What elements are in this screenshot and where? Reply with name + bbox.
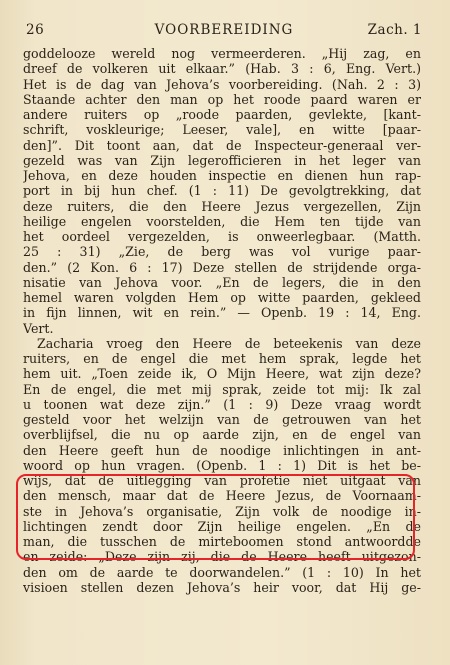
highlight-box [16,474,415,560]
running-title: VOORBEREIDING [154,22,294,38]
text-line: Staande achter den man op het roode paard waren er [23,91,421,107]
text-line: nisatie van Jehova voor. „En de legers, die in den [23,274,421,290]
text-line: En de engel, die met mij sprak, zeide tot mij: Ik zal [23,381,421,397]
text-line: port in bij hun chef. (1 : 11) De gevolgtrekking, dat [23,183,421,199]
running-header [26,22,422,42]
text-line: Vert. [23,320,54,336]
text-line: visioen stellen dezen Jehova’s heir voor, dat Hij ge- [23,579,421,595]
text-line: hem uit. „Toen zeide ik, O Mijn Heere, wat zijn deze? [23,366,421,382]
text-line: den]”. Dit toont aan, dat de Inspecteur-generaal ver- [23,137,421,153]
text-line: ruiters, en de engel die met hem sprak, legde het [23,351,421,366]
text-line: heilige engelen voorstelden, die Hem ten tijde van [23,213,421,229]
text-line: andere ruiters op „roode paarden, gevlekte, [kant- [23,107,421,122]
text-line: man, die tusschen de mirteboomen stond antwoordde [23,534,421,549]
text-line: overblijfsel, die nu op aarde zijn, en de engel van [23,427,421,443]
text-line: 25 : 31) „Zie, de berg was vol vurige paar- [23,244,421,260]
text-line: gesteld voor het welzijn van de getrouwen van het [23,412,421,427]
text-line: Zacharia vroeg den Heere de beteekenis van deze [37,335,421,351]
text-line: den Heere geeft hun de noodige inlichtingen in ant- [23,442,421,458]
text-line: dreef de volkeren uit elkaar.” (Hab. 3 : 6, Eng. Vert.) [23,61,421,77]
section-reference: Zach. 1 [367,22,422,38]
text-line: het oordeel vergezelden, is onweerlegbaar. (Matth. [23,229,421,244]
text-line: wijs, dat de uitlegging van profetie niet uitgaat van [23,473,421,488]
text-line: schrift, voskleurige; Leeser, vale], en witte [paar- [23,122,421,138]
text-line: in fijn linnen, wit en rein.” — Openb. 19 : 14, Eng. [23,305,421,321]
text-line: woord op hun vragen. (Openb. 1 : 1) Dit is het be- [23,457,421,473]
text-line: Jehova, en deze houden inspectie en dienen hun rap- [23,168,421,183]
text-line: den.” (2 Kon. 6 : 17) Deze stellen de strijdende orga- [23,259,421,275]
text-line: gezeld was van Zijn legerofficieren in het leger van [23,152,421,168]
text-line: u toonen wat deze zijn.” (1 : 9) Deze vraag wordt [23,396,421,412]
text-line: deze ruiters, die den Heere Jezus vergezellen, Zijn [23,198,421,214]
page-number: 26 [26,22,45,38]
text-line: Het is de dag van Jehova’s voorbereiding. (Nah. 2 : 3) [23,76,421,92]
text-line: goddelooze wereld nog vermeerderen. „Hij zag, en [23,46,421,61]
text-line: hemel waren volgden Hem op witte paarden, gekleed [23,290,421,305]
text-line: en zeide: „Deze zijn zij, die de Heere heeft uitgezon- [23,549,421,565]
text-line: lichtingen zendt door Zijn heilige engelen. „En de [23,518,421,534]
text-line: den mensch, maar dat de Heere Jezus, de Voornaam- [23,488,421,504]
text-line: ste in Jehova’s organisatie, Zijn volk de noodige in- [23,503,421,519]
text-line: den om de aarde te doorwandelen.” (1 : 10) In het [23,564,421,580]
